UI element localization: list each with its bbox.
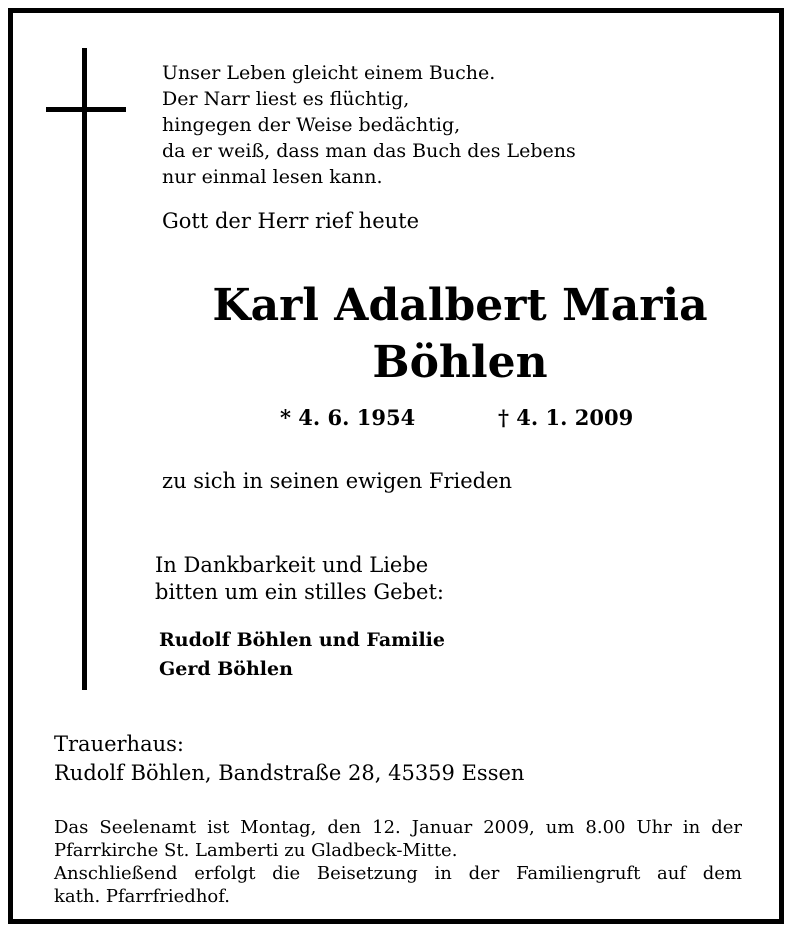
mourners (159, 626, 445, 684)
death-date: † 4. 1. 2009 (498, 405, 634, 430)
service-line: Pfarrkirche St. Lamberti zu Gladbeck-Mitte. (54, 840, 458, 861)
poem-line: nur einmal lesen kann. (162, 166, 383, 188)
poem (162, 60, 576, 190)
service-line: kath. Pfarrfriedhof. (54, 886, 230, 907)
service-line: Das Seelenamt ist Montag, den 12. Januar 2009, um 8.00 Uhr in der (54, 817, 742, 838)
service-info (54, 816, 742, 908)
thanks-line: In Dankbarkeit und Liebe (155, 553, 429, 577)
peace-text: zu sich in seinen ewigen Frieden (162, 469, 513, 493)
poem-line: da er weiß, dass man das Buch des Lebens (162, 140, 576, 162)
poem-line: hingegen der Weise bedächtig, (162, 114, 461, 136)
deceased-name-first: Karl Adalbert Maria (212, 280, 708, 331)
mourner-name: Rudolf Böhlen und Familie (159, 629, 445, 651)
poem-line: Der Narr liest es flüchtig, (162, 88, 410, 110)
birth-date: * 4. 6. 1954 (280, 405, 416, 430)
cross-icon-vertical (82, 48, 87, 690)
thanks-line: bitten um ein stilles Gebet: (155, 580, 444, 604)
service-line: Anschließend erfolgt die Beisetzung in der Familiengruft auf dem (54, 863, 742, 884)
deceased-name-last: Böhlen (372, 337, 548, 388)
cross-icon-horizontal (46, 107, 126, 112)
mourning-house (54, 730, 524, 788)
mourning-house-address: Rudolf Böhlen, Bandstraße 28, 45359 Essen (54, 761, 525, 785)
intro-text: Gott der Herr rief heute (162, 209, 420, 233)
mourning-house-label: Trauerhaus: (54, 732, 184, 756)
mourner-name: Gerd Böhlen (159, 658, 293, 680)
thanks-text (155, 552, 444, 606)
poem-line: Unser Leben gleicht einem Buche. (162, 62, 496, 84)
